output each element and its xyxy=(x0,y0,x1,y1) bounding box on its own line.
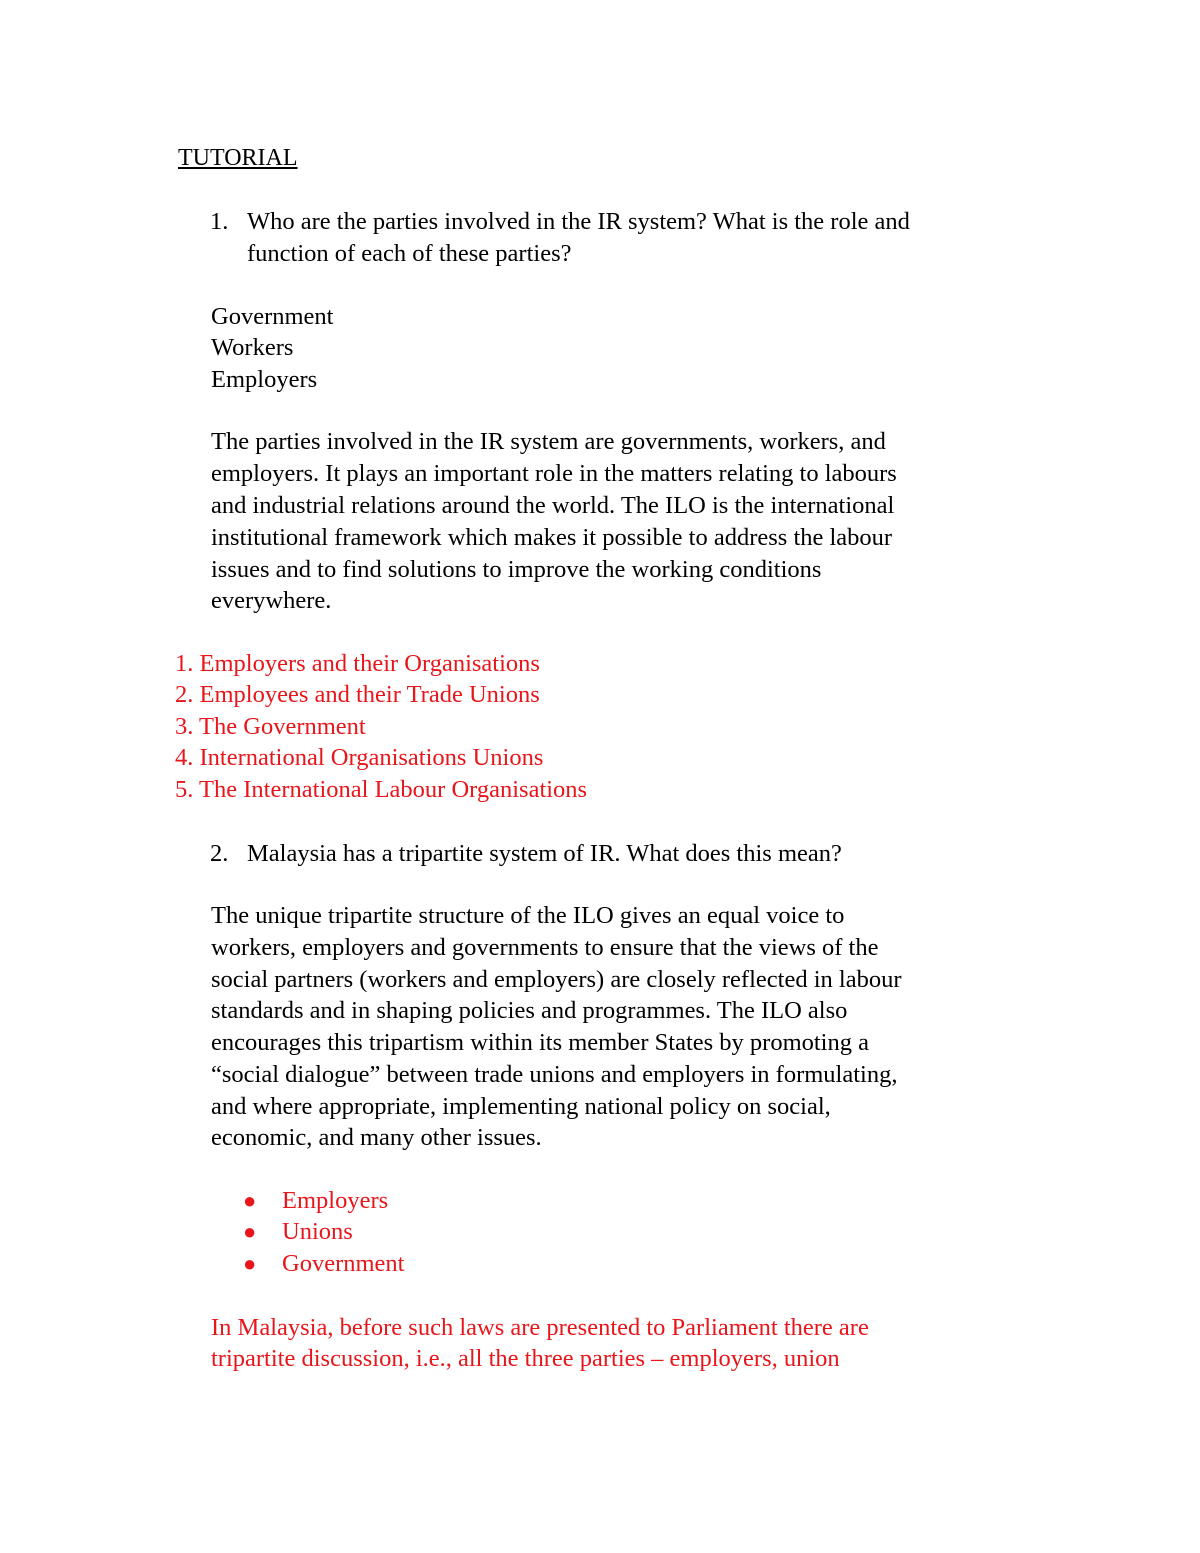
answer-1-line-2: employers. It plays an important role in the matters relating to labours xyxy=(211,460,897,487)
bullet-item-unions: Unions xyxy=(282,1218,353,1245)
answer-1-line-6: everywhere. xyxy=(211,587,332,614)
question-1-number: 1. xyxy=(210,208,229,235)
bullet-item-employers: Employers xyxy=(282,1187,389,1214)
answer-1-line-5: issues and to find solutions to improve the working conditions xyxy=(211,556,822,583)
red-list-item: 3. The Government xyxy=(175,713,366,740)
answer-2-line-1: The unique tripartite structure of the ILO gives an equal voice to xyxy=(211,902,845,929)
party-employers: Employers xyxy=(211,366,318,393)
bullet-icon: ● xyxy=(243,1251,257,1276)
answer-2-line-2: workers, employers and governments to ensure that the views of the xyxy=(211,934,879,961)
red-list-item: 4. International Organisations Unions xyxy=(175,744,544,771)
red-paragraph-line-1: In Malaysia, before such laws are presented to Parliament there are xyxy=(211,1314,869,1341)
answer-1-line-4: institutional framework which makes it possible to address the labour xyxy=(211,524,893,551)
bullet-icon: ● xyxy=(243,1188,257,1213)
answer-2-line-5: encourages this tripartism within its member States by promoting a xyxy=(211,1029,869,1056)
party-workers: Workers xyxy=(211,334,294,361)
answer-1-line-1: The parties involved in the IR system are governments, workers, and xyxy=(211,428,886,455)
answer-1-line-3: and industrial relations around the world. The ILO is the international xyxy=(211,492,895,519)
red-list-item: 1. Employers and their Organisations xyxy=(175,650,540,677)
answer-2-line-6: “social dialogue” between trade unions and employers in formulating, xyxy=(211,1061,898,1088)
question-2-text: Malaysia has a tripartite system of IR. What does this mean? xyxy=(247,840,842,867)
bullet-icon: ● xyxy=(243,1219,257,1244)
red-list-item: 2. Employees and their Trade Unions xyxy=(175,681,540,708)
bullet-item-government: Government xyxy=(282,1250,405,1277)
question-1-line-2: function of each of these parties? xyxy=(247,240,572,267)
red-list-item: 5. The International Labour Organisations xyxy=(175,776,588,803)
page-title: TUTORIAL xyxy=(178,145,298,171)
red-paragraph-line-2: tripartite discussion, i.e., all the three parties – employers, union xyxy=(211,1345,840,1372)
answer-2-line-8: economic, and many other issues. xyxy=(211,1124,542,1151)
answer-2-line-4: standards and in shaping policies and programmes. The ILO also xyxy=(211,997,848,1024)
question-2-number: 2. xyxy=(210,840,229,867)
answer-2-line-7: and where appropriate, implementing national policy on social, xyxy=(211,1093,831,1120)
answer-2-line-3: social partners (workers and employers) are closely reflected in labour xyxy=(211,966,902,993)
party-government: Government xyxy=(211,303,334,330)
question-1-line-1: Who are the parties involved in the IR system? What is the role and xyxy=(247,208,910,235)
